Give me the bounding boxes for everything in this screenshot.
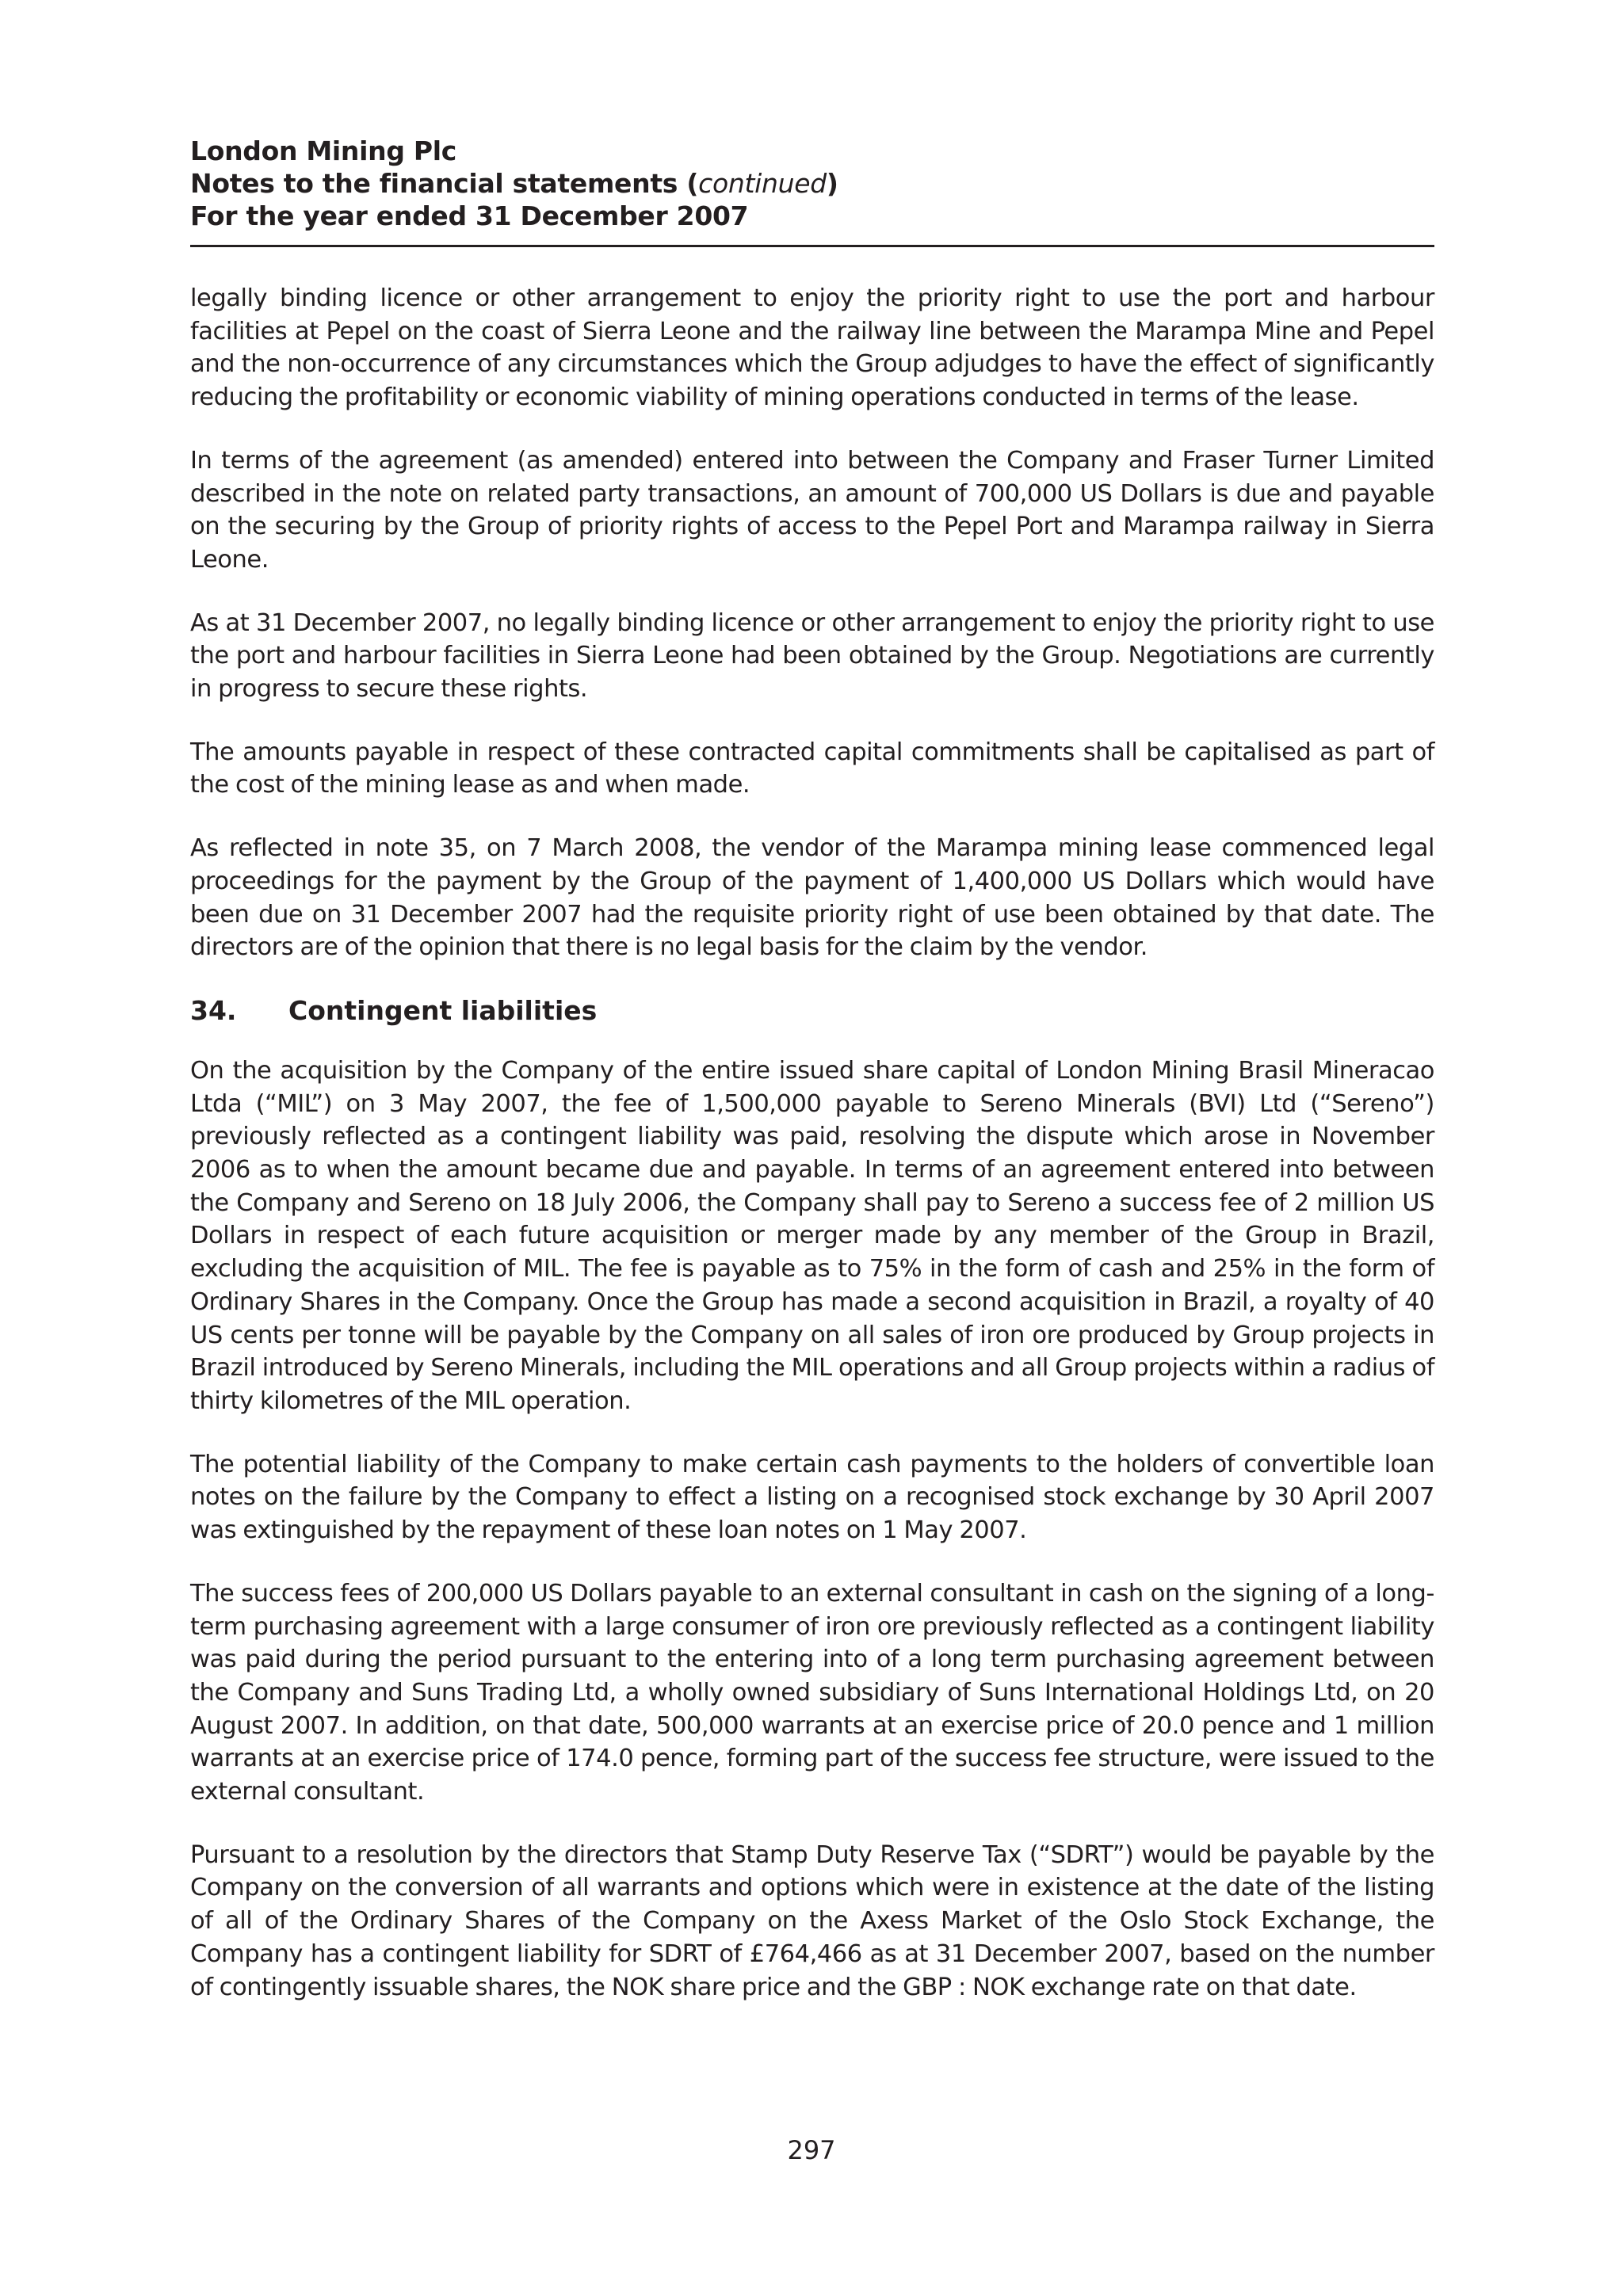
- paragraph: legally binding licence or other arrangement to enjoy the priority right to use the port and harbour facilities at Pepel on the coast of Sierra Leone and the railway line between the Marampa Mine and Pepel and the non-occurrence of any circumstances which the Group adjudges to have the effect of significantly reducing the profitability or economic viability of mining operations conducted in terms of the lease.: [190, 284, 1434, 412]
- paragraph: The potential liability of the Company to make certain cash payments to the holders of convertible loan notes on the failure by the Company to effect a listing on a recognised stock exchange by 30 April 2007 was extinguished by the repayment of these loan notes on 1 May 2007.: [190, 1450, 1434, 1545]
- paragraph: As reflected in note 35, on 7 March 2008, the vendor of the Marampa mining lease commenced legal proceedings for the payment by the Group of the payment of 1,400,000 US Dollars which would have been due on 31 December 2007 had the requisite priority right of use been obtained by that date. The directors are of the opinion that there is no legal basis for the claim by the vendor.: [190, 834, 1434, 962]
- section-title: Contingent liabilities: [288, 994, 598, 1026]
- continued-label: continued: [698, 168, 827, 199]
- paragraph: The success fees of 200,000 US Dollars payable to an external consultant in cash on the signing of a long-term purchasing agreement with a large consumer of iron ore previously reflected as a contingent liability was paid during the period pursuant to the entering into of a long term purchasing agreement between the Company and Suns Trading Ltd, a wholly owned subsidiary of Suns International Holdings Ltd, on 20 August 2007. In addition, on that date, 500,000 warrants at an exercise price of 20.0 pence and 1 million warrants at an exercise price of 174.0 pence, forming part of the success fee structure, were issued to the external consultant.: [190, 1579, 1434, 1806]
- paragraph: On the acquisition by the Company of the entire issued share capital of London Mining Brasil Mineracao Ltda (“MIL”) on 3 May 2007, the fee of 1,500,000 payable to Sereno Minerals (BVI) Ltd (“Sereno”) previously reflected as a contingent liability was paid, resolving the dispute which arose in November 2006 as to when the amount became due and payable. In terms of an agreement entered into between the Company and Sereno on 18 July 2006, the Company shall pay to Sereno a success fee of 2 million US Dollars in respect of each future acquisition or merger made by any member of the Group in Brazil, excluding the acquisition of MIL. The fee is payable as to 75% in the form of cash and 25% in the form of Ordinary Shares in the Company. Once the Group has made a second acquisition in Brazil, a royalty of 40 US cents per tonne will be payable by the Company on all sales of iron ore produced by Group projects in Brazil introduced by Sereno Minerals, including the MIL operations and all Group projects within a radius of thirty kilometres of the MIL operation.: [190, 1056, 1434, 1415]
- company-name: London Mining Plc: [190, 135, 456, 166]
- section-number: 34.: [190, 994, 237, 1026]
- period-title: For the year ended 31 December 2007: [190, 200, 749, 231]
- paragraph: Pursuant to a resolution by the directors that Stamp Duty Reserve Tax (“SDRT”) would be payable by the Company on the conversion of all warrants and options which were in existence at the date of the listing of all of the Ordinary Shares of the Company on the Axess Market of the Oslo Stock Exchange, the Company has a contingent liability for SDRT of £764,466 as at 31 December 2007, based on the number of contingently issuable shares, the NOK share price and the GBP : NOK exchange rate on that date.: [190, 1840, 1434, 2001]
- notes-title: Notes to the financial statements (continued): [190, 168, 838, 199]
- page-header: [190, 135, 1434, 232]
- paragraph: The amounts payable in respect of these contracted capital commitments shall be capitalised as part of the cost of the mining lease as and when made.: [190, 738, 1434, 799]
- header-divider: [190, 245, 1434, 247]
- paragraph: As at 31 December 2007, no legally binding licence or other arrangement to enjoy the priority right to use the port and harbour facilities in Sierra Leone had been obtained by the Group. Negotiations are currently in progress to secure these rights.: [190, 608, 1434, 704]
- paragraph: In terms of the agreement (as amended) entered into between the Company and Fraser Turner Limited described in the note on related party transactions, an amount of 700,000 US Dollars is due and payable on the securing by the Group of priority rights of access to the Pepel Port and Marampa railway in Sierra Leone.: [190, 446, 1434, 574]
- page-number: 297: [787, 2135, 836, 2165]
- section-heading: [190, 994, 1434, 1028]
- document-page: [190, 135, 1434, 2034]
